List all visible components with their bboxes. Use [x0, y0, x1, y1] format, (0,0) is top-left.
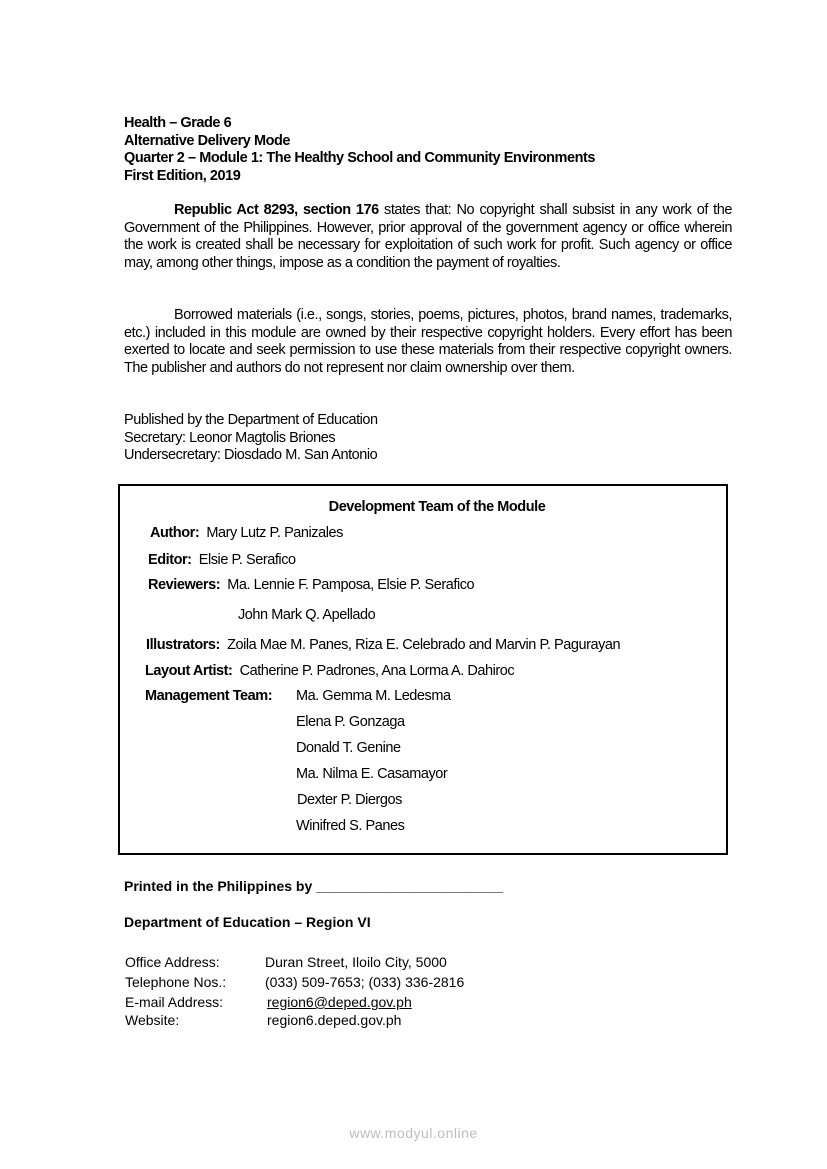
telephone-numbers: (033) 509-7653; (033) 336-2816 [265, 974, 465, 990]
printed-by: Printed in the Philippines by ________________________ [124, 878, 503, 894]
region-office: Department of Education – Region VI [124, 914, 371, 930]
author-row [150, 525, 343, 543]
illustrators-label: Illustrators: [146, 637, 220, 653]
undersecretary: Undersecretary: Diosdado M. San Antonio [124, 447, 378, 464]
copyright-paragraph [124, 202, 732, 272]
header-line: Quarter 2 – Module 1: The Healthy School and Community Environments [124, 150, 595, 167]
contact-label: Office Address: [125, 954, 220, 970]
reviewer-name: John Mark Q. Apellado [238, 607, 376, 623]
contact-label: Website: [125, 1012, 180, 1028]
management-member: Dexter P. Diergos [297, 792, 402, 808]
published-by: Published by the Department of Education [124, 412, 378, 428]
team-title: Development Team of the Module [328, 499, 546, 515]
management-member: Ma. Nilma E. Casamayor [296, 766, 448, 782]
borrowed-paragraph [124, 307, 732, 377]
header-line: Alternative Delivery Mode [124, 132, 291, 149]
illustrator-names: Zoila Mae M. Panes, Riza E. Celebrado and Marvin P. Pagurayan [227, 637, 621, 653]
management-label: Management Team: [145, 688, 273, 704]
layout-artist-row [145, 663, 514, 681]
borrowed-text: Borrowed materials (i.e., songs, stories, poems, pictures, photos, brand names, trademarks, etc.) included in this module are owned by their respective copyright holders. Every effort has been exerted to locate and seek permission to use these materials from their respective copyright owners. The publisher and authors do not represent nor claim ownership over them. [124, 307, 732, 376]
watermark: www.modyul.online [349, 1125, 478, 1141]
header-line: First Edition, 2019 [124, 167, 241, 184]
website: region6.deped.gov.ph [267, 1012, 402, 1028]
management-member: Ma. Gemma M. Ledesma [296, 688, 451, 704]
editor-name: Elsie P. Serafico [198, 552, 296, 568]
republic-act-ref: Republic Act 8293, section 176 [174, 202, 379, 218]
layout-artist-names: Catherine P. Padrones, Ana Lorma A. Dahiroc [239, 663, 515, 679]
editor-row [148, 552, 296, 570]
publisher-block [124, 412, 378, 465]
module-header [124, 115, 595, 185]
management-member: Winifred S. Panes [296, 818, 405, 834]
contact-label: E-mail Address: [125, 994, 224, 1010]
editor-label: Editor: [148, 552, 192, 568]
office-address: Duran Street, Iloilo City, 5000 [265, 954, 447, 970]
reviewers-label: Reviewers: [148, 577, 221, 593]
management-member: Elena P. Gonzaga [296, 714, 405, 730]
reviewer-names: Ma. Lennie F. Pamposa, Elsie P. Serafico [227, 577, 475, 593]
secretary: Secretary: Leonor Magtolis Briones [124, 429, 336, 446]
management-member: Donald T. Genine [296, 740, 401, 756]
header-line: Health – Grade 6 [124, 115, 232, 131]
copyright-text: states that: No copyright shall subsist in any work of the Government of the Philippines. However, prior approval of the government agency or office wherein the work is created shall be necessary for exploitation of such work for profit. Such agency or office may, among other things, impose as a condition the payment of royalties. [124, 202, 732, 271]
reviewers-row [148, 577, 474, 595]
author-name: Mary Lutz P. Panizales [206, 525, 343, 541]
illustrators-row [146, 637, 620, 655]
email-link[interactable]: region6@deped.gov.ph [267, 994, 412, 1010]
layout-artist-label: Layout Artist: [145, 663, 233, 679]
contact-label: Telephone Nos.: [125, 974, 227, 990]
author-label: Author: [150, 525, 200, 541]
